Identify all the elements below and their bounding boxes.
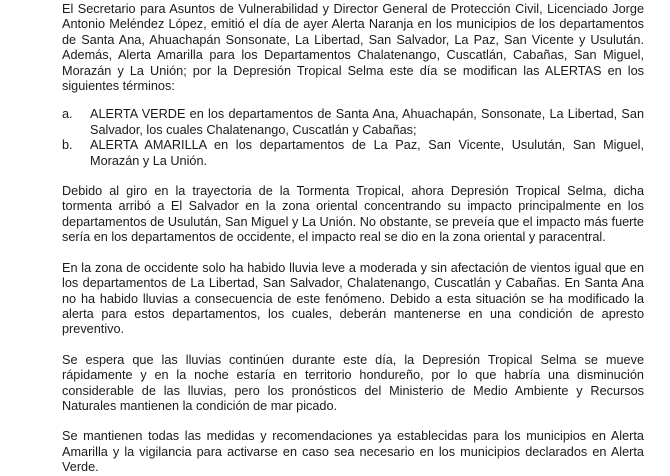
- list-marker: b.: [62, 138, 73, 153]
- measures-paragraph: Se mantienen todas las medidas y recomendaciones ya establecidas para los municipios en Alerta Amarilla y la vigilancia para activarse en caso sea necesario en los municipios declarados en Alerta Verde.: [62, 429, 644, 475]
- alert-text: ALERTA AMARILLA en los departamentos de La Paz, San Vicente, Usulután, San Miguel, Morazán y La Unión.: [90, 138, 644, 168]
- forecast-paragraph: Se espera que las lluvias continúen durante este día, la Depresión Tropical Selma se mueve rápidamente y en la noche estaría en territorio hondureño, por lo que habría una disminución considerable de las lluvias, pero los pronósticos del Ministerio de Medio Ambiente y Recursos Naturales mantienen la condición de mar picado.: [62, 352, 644, 413]
- list-marker: a.: [62, 107, 73, 122]
- alert-item-green: [62, 107, 644, 138]
- trajectory-paragraph: Debido al giro en la trayectoria de la Tormenta Tropical, ahora Depresión Tropical Selma, dicha tormenta arribó a El Salvador en la zona oriental concentrando su impacto principalmente en los departamentos de Usulután, San Miguel y La Unión. No obstante, se preveía que el impacto más fuerte sería en los departamentos de occidente, el impacto real se dio en la zona oriental y paracentral.: [62, 184, 644, 245]
- alert-text: ALERTA VERDE en los departamentos de Santa Ana, Ahuachapán, Sonsonate, La Libertad, San Salvador, los cuales Chalatenango, Cuscatlán y Cabañas;: [90, 107, 644, 137]
- west-zone-paragraph: En la zona de occidente solo ha habido lluvia leve a moderada y sin afectación de vientos igual que en los departamentos de La Libertad, San Salvador, Chalatenango, Cuscatlán y Cabañas. En Santa Ana no ha habido lluvias a consecuencia de este fenómeno. Debido a esta situación se ha modificado la alerta para estos departamentos, los cuales, deberán mantenerse en una condición de apresto preventivo.: [62, 260, 644, 337]
- alert-list: [62, 107, 644, 169]
- intro-paragraph: El Secretario para Asuntos de Vulnerabilidad y Director General de Protección Civil, Licenciado Jorge Antonio Meléndez López, emitió el día de ayer Alerta Naranja en los municipios de los departamentos de Santa Ana, Ahuachapán Sonsonate, La Libertad, San Salvador, La Paz, San Vicente y Usulután. Además, Alerta Amarilla para los Departamentos Chalatenango, Cuscatlán, Cabañas, San Miguel, Morazán y La Unión; por la Depresión Tropical Selma este día se modifican las ALERTAS en los siguientes términos:: [62, 2, 644, 94]
- alert-item-yellow: [62, 138, 644, 169]
